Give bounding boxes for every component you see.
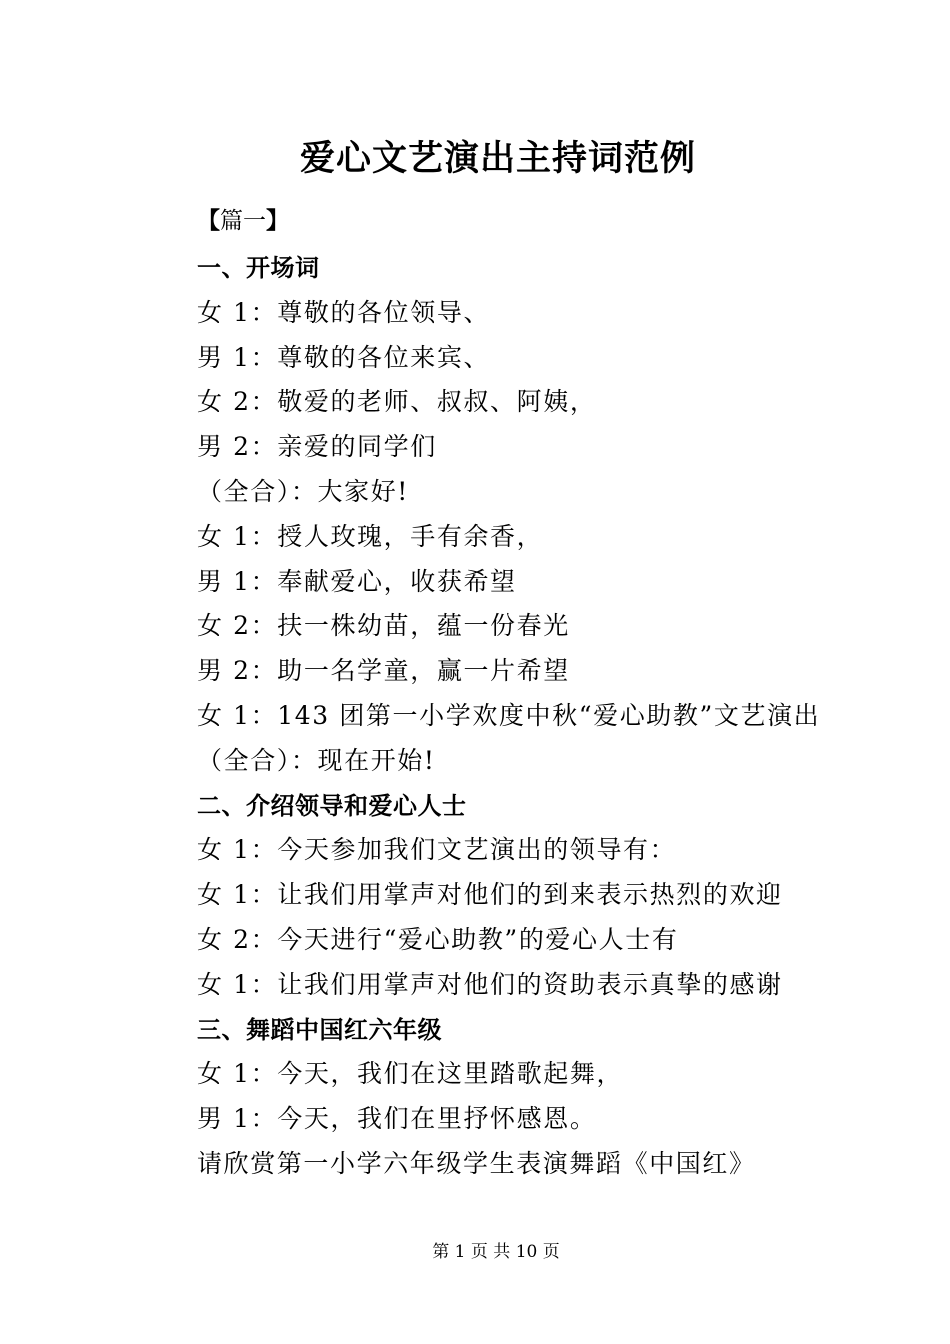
script-line: 男 1：尊敬的各位来宾、	[197, 342, 491, 372]
script-line: 女 2：今天进行“爱心助教”的爱心人士有	[197, 925, 679, 954]
script-line: 女 2：扶一株幼苗，蕴一份春光	[197, 611, 570, 641]
script-line: 女 1：尊敬的各位领导、	[197, 297, 491, 327]
script-line: 男 2：亲爱的同学们	[197, 432, 437, 462]
script-line: 女 1：让我们用掌声对他们的到来表示热烈的欢迎	[197, 880, 783, 910]
part-bracket-close: 】	[266, 207, 289, 234]
section-heading: 二、介绍领导和爱心人士	[197, 791, 467, 820]
script-line: 男 1：奉献爱心，收获希望	[197, 566, 517, 596]
part-bracket-open: 【	[197, 207, 220, 234]
page-footer: 第 1 页 共 10 页	[432, 1242, 560, 1262]
script-line: 男 1：今天，我们在里抒怀感恩。	[197, 1104, 597, 1134]
section-heading: 一、开场词	[197, 254, 320, 282]
script-line: 女 1：今天参加我们文艺演出的领导有：	[197, 835, 677, 865]
script-line: 女 1：让我们用掌声对他们的资助表示真挚的感谢	[197, 969, 783, 999]
script-line: 女 1：143 团第一小学欢度中秋“爱心助教”文艺演出	[197, 701, 821, 730]
script-line: （全合）：大家好!	[197, 477, 409, 506]
script-line: 请欣赏第一小学六年级学生表演舞蹈《中国红》	[197, 1149, 756, 1178]
part-label: 篇一	[220, 208, 266, 234]
script-line: 男 2：助一名学童，赢一片希望	[197, 656, 570, 686]
part-heading	[197, 203, 289, 239]
document-title: 爱心文艺演出主持词范例	[299, 139, 696, 179]
script-line: 女 2：敬爱的老师、叔叔、阿姨，	[197, 387, 597, 417]
section-heading: 三、舞蹈中国红六年级	[197, 1015, 442, 1044]
script-line: （全合）：现在开始!	[197, 745, 436, 775]
script-line: 女 1：授人玫瑰，手有余香，	[197, 521, 544, 551]
script-line: 女 1：今天，我们在这里踏歌起舞，	[197, 1059, 624, 1089]
